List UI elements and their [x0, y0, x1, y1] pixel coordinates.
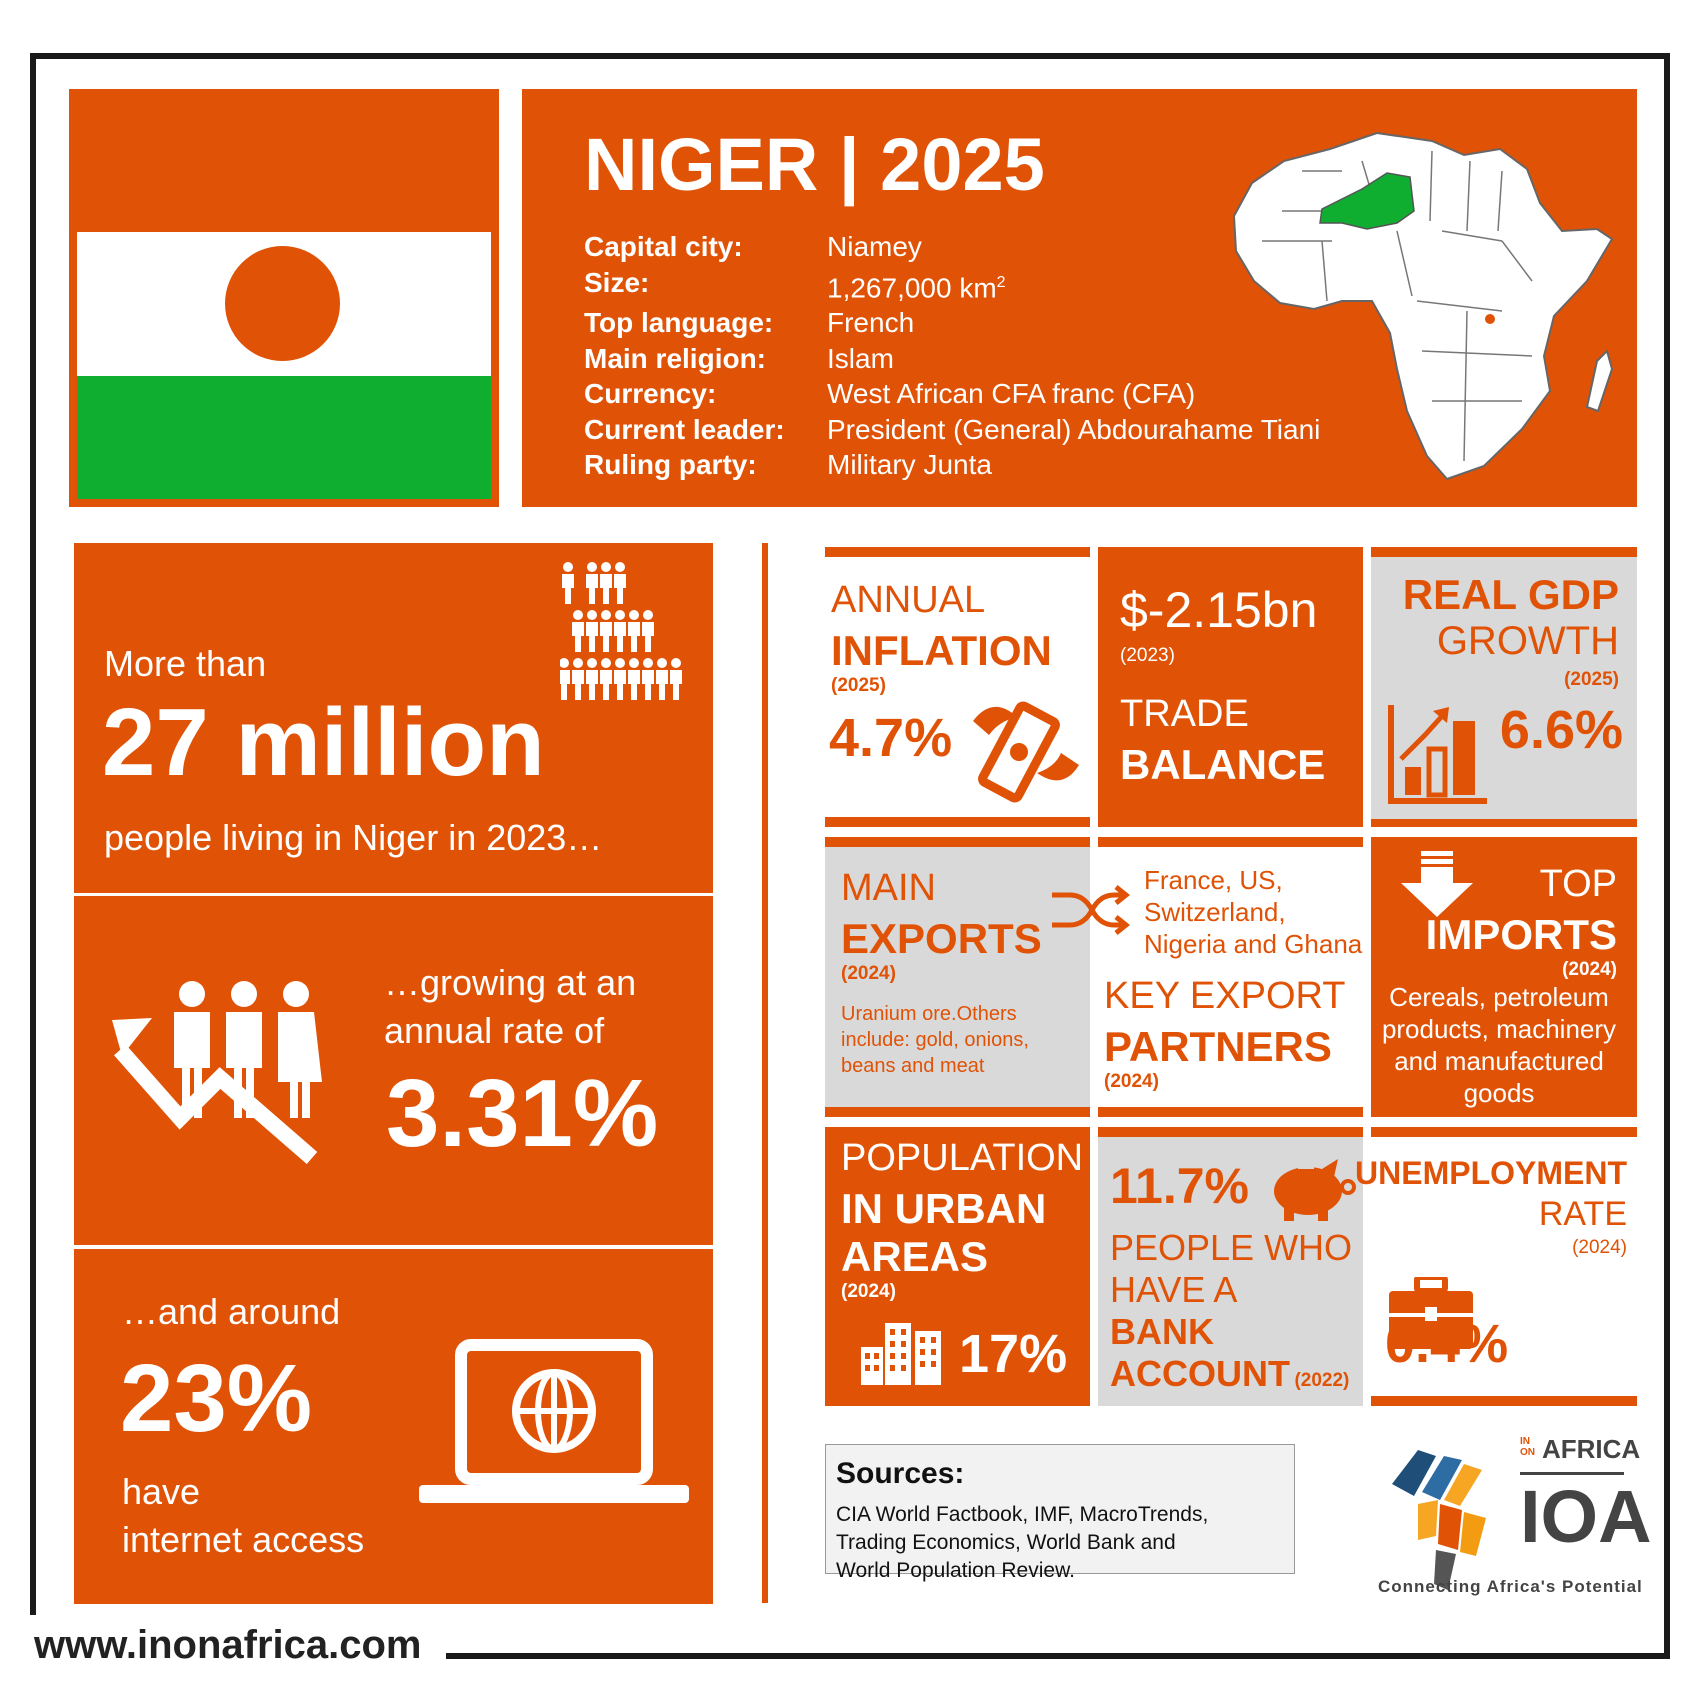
growth-intro-2: annual rate of: [384, 1010, 605, 1051]
fact-value: 1,267,000 $km^2$: [827, 271, 1006, 303]
tile-bottom-bar: [825, 817, 1090, 827]
growth-chart-icon: [1387, 705, 1487, 805]
logo-africa: AFRICA: [1542, 1434, 1641, 1464]
export-partners-tile: [1098, 837, 1363, 1117]
fact-label: Top language:: [584, 307, 774, 339]
tile-top-bar: [1098, 1127, 1363, 1137]
fact-value: French: [827, 307, 915, 339]
sources-line3: World Population Review.: [836, 1559, 1075, 1582]
tile-top-bar: [825, 547, 1090, 557]
unemployment-line2: RATE: [1538, 1195, 1627, 1233]
gdp-line2: GROWTH: [1436, 619, 1619, 663]
partners-list-3: Nigeria and Ghana: [1144, 929, 1363, 959]
column-divider: [762, 543, 768, 1603]
internet-outro-2: internet access: [122, 1519, 365, 1560]
tile-top-bar: [1098, 837, 1363, 847]
imports-detail-3: and manufactured: [1394, 1046, 1604, 1076]
tile-top-bar: [825, 837, 1090, 847]
fact-value: West African CFA franc (CFA): [827, 378, 1196, 410]
internet-outro-1: have: [122, 1471, 201, 1512]
growth-intro-1: …growing at an: [384, 962, 637, 1003]
fact-value: Islam: [827, 342, 894, 374]
unemployment-value: 0.4%: [1385, 1314, 1509, 1374]
urban-line3: AREAS: [841, 1233, 989, 1280]
bank-year: (2022): [1294, 1370, 1350, 1391]
unemployment-tile: [1355, 1127, 1637, 1406]
flag-disc: [225, 246, 340, 361]
exports-line1: MAIN: [841, 867, 936, 909]
population-outro: people living in Niger in 2023…: [104, 817, 603, 858]
tile-bottom-bar: [1371, 1396, 1637, 1406]
logo-tagline: Connecting Africa's Potential: [1378, 1577, 1643, 1596]
shuffle-arrows-icon: [1050, 885, 1130, 935]
growth-value: 3.31%: [386, 1060, 659, 1167]
partners-line2: PARTNERS: [1104, 1023, 1332, 1070]
fact-label: Main religion:: [584, 342, 766, 374]
bank-value: 11.7%: [1110, 1158, 1250, 1214]
inflation-tile: [825, 547, 1090, 827]
bank-account-tile: [1098, 1127, 1363, 1406]
fact-label: Currency:: [584, 378, 717, 410]
trade-value: $-2.15bn: [1120, 582, 1318, 638]
partners-year: (2024): [1104, 1071, 1159, 1092]
fact-label: Size:: [584, 266, 650, 298]
fact-label: Current leader:: [584, 413, 785, 445]
people-pyramid-icon: [560, 561, 690, 706]
bank-line4: ACCOUNT: [1110, 1353, 1290, 1394]
imports-year: (2024): [1562, 959, 1617, 980]
country-header-panel: [522, 89, 1637, 507]
fact-value: Niamey: [827, 231, 922, 262]
imports-line2: IMPORTS: [1425, 911, 1617, 958]
flying-money-icon: [967, 695, 1085, 805]
exports-detail: Uranium ore.Others include: gold, onions, beans and meat: [841, 1003, 1029, 1077]
unemployment-line1: UNEMPLOYMENT: [1355, 1155, 1627, 1191]
footer-url[interactable]: www.inonafrica.com: [34, 1623, 422, 1667]
main-exports-tile: [825, 837, 1090, 1117]
fact-label: Ruling party:: [584, 449, 757, 481]
page-title: NIGER | 2025: [584, 123, 1045, 206]
fact-value: Military Junta: [827, 449, 992, 481]
growth-panel: [74, 896, 713, 1245]
partners-list-2: Switzerland,: [1144, 897, 1286, 927]
sources-line1: CIA World Factbook, IMF, MacroTrends,: [836, 1503, 1209, 1526]
sources-title: Sources:: [836, 1457, 965, 1490]
exports-year: (2024): [841, 963, 896, 984]
city-buildings-icon: [861, 1321, 943, 1385]
imports-detail-2: products, machinery: [1381, 1014, 1617, 1044]
gdp-value: 6.6%: [1499, 700, 1623, 760]
trade-line2: BALANCE: [1120, 741, 1326, 788]
logo-inon: IN ON: [1520, 1436, 1535, 1458]
bank-line2: HAVE A: [1110, 1269, 1238, 1310]
fact-label: Capital city:: [584, 231, 743, 262]
internet-intro: …and around: [122, 1291, 341, 1332]
tile-bottom-bar: [825, 1107, 1090, 1117]
inflation-line1: ANNUAL: [831, 579, 986, 621]
gdp-year: (2025): [1564, 669, 1619, 690]
exports-line2: EXPORTS: [841, 915, 1042, 962]
trade-balance-tile: [1098, 547, 1363, 827]
unemployment-year: (2024): [1572, 1237, 1627, 1258]
tile-bottom-bar: [1371, 819, 1637, 827]
africa-map-icon: [1202, 111, 1622, 491]
tile-top-bar: [1371, 1127, 1637, 1137]
laptop-globe-icon: [419, 1339, 689, 1509]
gdp-tile: [1371, 547, 1637, 827]
partners-list-1: France, US,: [1144, 865, 1283, 895]
population-intro: More than: [104, 643, 267, 684]
urban-line1: POPULATION: [841, 1137, 1084, 1179]
bank-line4-row: [1110, 1353, 1349, 1395]
tile-top-bar: [1371, 547, 1637, 557]
inflation-value: 4.7%: [829, 708, 953, 768]
internet-value: 23%: [120, 1345, 313, 1452]
imports-detail-4: goods: [1463, 1078, 1535, 1108]
inflation-year: (2025): [831, 675, 886, 696]
niger-flag: [77, 232, 491, 499]
fact-value: President (General) Abdourahame Tiani: [827, 413, 1321, 445]
inflation-line2: INFLATION: [831, 627, 1052, 674]
bank-line1: PEOPLE WHO: [1110, 1227, 1353, 1268]
population-growth-icon: [112, 978, 332, 1168]
internet-panel: [74, 1249, 713, 1604]
piggy-bank-icon: [1268, 1157, 1358, 1223]
imports-detail-1: Cereals, petroleum: [1389, 982, 1609, 1012]
urban-value: 17%: [959, 1324, 1068, 1384]
bank-line3: BANK: [1110, 1311, 1214, 1352]
urban-line2: IN URBAN: [841, 1185, 1047, 1232]
imports-line1: TOP: [1539, 863, 1617, 905]
sources-line2: Trading Economics, World Bank and: [836, 1531, 1176, 1554]
sources-box: [825, 1444, 1295, 1582]
trade-year: (2023): [1120, 645, 1175, 666]
in-on-africa-logo-icon: [1378, 1440, 1518, 1600]
top-imports-tile: [1371, 837, 1637, 1117]
gdp-line1: REAL GDP: [1402, 571, 1619, 618]
population-panel: [74, 543, 713, 893]
urban-population-tile: [825, 1127, 1090, 1406]
flag-panel: [69, 89, 499, 507]
logo-wordmark: [1520, 1432, 1652, 1582]
logo-ioa: IOA: [1520, 1475, 1652, 1558]
trade-line1: TRADE: [1120, 693, 1249, 735]
flag-green-band: [77, 376, 491, 499]
urban-year: (2024): [841, 1281, 896, 1302]
flag-white-band: [77, 232, 491, 376]
tile-bottom-bar: [1098, 1107, 1363, 1117]
population-value: 27 million: [102, 689, 545, 796]
partners-line1: KEY EXPORT: [1104, 975, 1346, 1017]
